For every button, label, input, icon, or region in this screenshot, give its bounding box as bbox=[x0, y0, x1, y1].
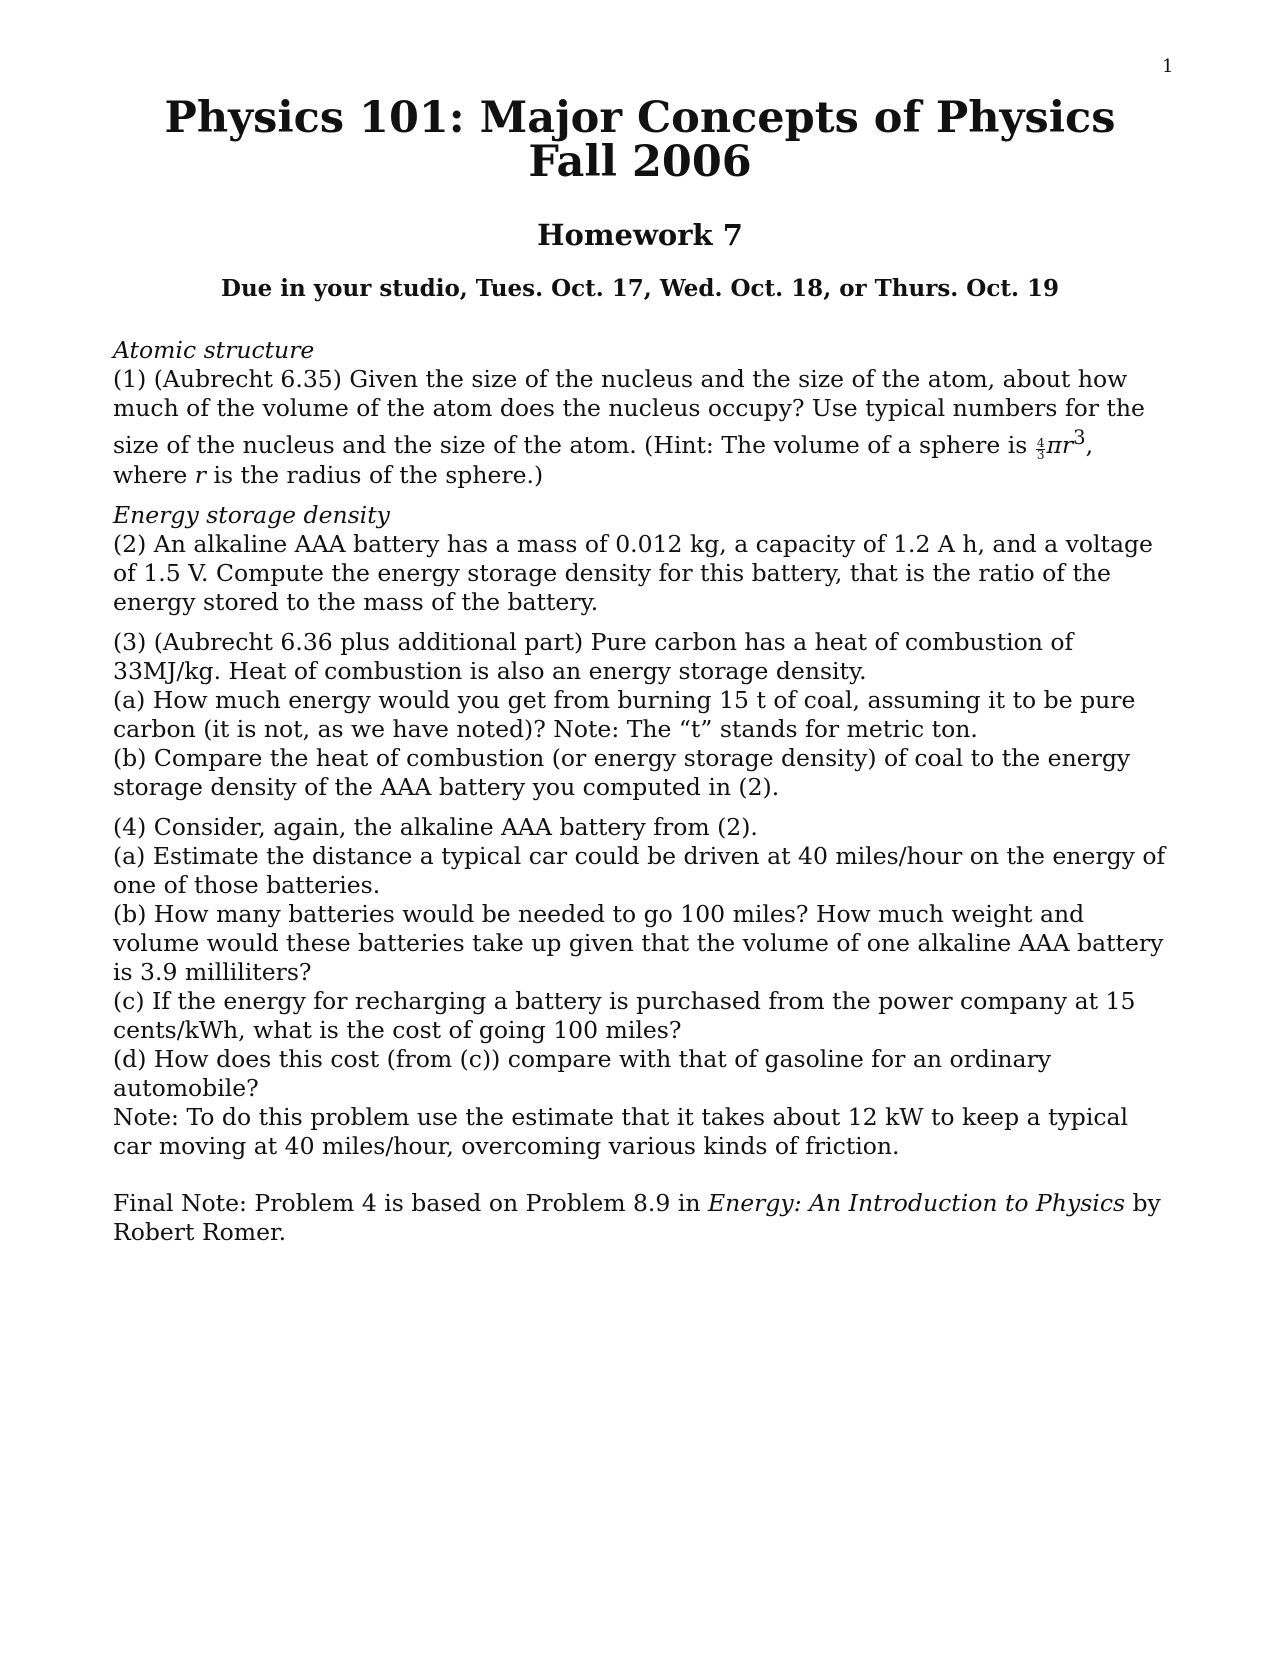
due-date-line: Due in your studio, Tues. Oct. 17, Wed. Oct. 18, or Thurs. Oct. 19 bbox=[221, 275, 1059, 302]
fraction-denominator: 3 bbox=[1036, 447, 1045, 462]
homework-heading: Homework 7 bbox=[537, 218, 743, 252]
term-subtitle: Fall 2006 bbox=[528, 137, 752, 187]
problem-3a: (a) How much energy would you get from burning 15 t of coal, assuming it to be pure carbon (it is not, as we have noted)? Note: The “t” stands for metric ton. bbox=[113, 685, 1136, 743]
problem-1 bbox=[113, 365, 1173, 490]
problem-1-where: , where bbox=[113, 430, 1094, 489]
page-title: Physics 101: Major Concepts of Physics bbox=[164, 93, 1116, 143]
final-note bbox=[113, 1189, 1173, 1247]
problem-4c: (c) If the energy for recharging a battery is purchased from the power company at 15 cents/kWh, what is the cost of going 100 miles? bbox=[113, 986, 1136, 1044]
problem-4b: (b) How many batteries would be needed to go 100 miles? How much weight and volume would these batteries take up given that the volume of one alkaline AAA battery is 3.9 milliliters? bbox=[113, 899, 1164, 986]
fraction-numerator: 4 bbox=[1036, 435, 1045, 450]
formula-exponent: 3 bbox=[1073, 426, 1086, 449]
problem-3b: (b) Compare the heat of combustion (or energy storage density) of coal to the energy storage density of the AAA battery you computed in (2). bbox=[113, 743, 1131, 801]
problem-4d: (d) How does this cost (from (c)) compare with that of gasoline for an ordinary automobile? bbox=[113, 1044, 1052, 1102]
formula-pi-r: πr bbox=[1046, 430, 1074, 459]
section-heading-energy-storage: Energy storage density bbox=[113, 500, 390, 529]
problem-4a: (a) Estimate the distance a typical car could be driven at 40 miles/hour on the energy of one of those batteries. bbox=[113, 841, 1166, 899]
problem-4-note: Note: To do this problem use the estimate that it takes about 12 kW to keep a typical car moving at 40 miles/hour, overcoming various kinds of friction. bbox=[113, 1102, 1129, 1160]
problem-1-end: is the radius of the sphere.) bbox=[206, 460, 544, 489]
problem-4-intro: (4) Consider, again, the alkaline AAA battery from (2). bbox=[113, 812, 758, 841]
book-title: Energy: An Introduction to Physics bbox=[707, 1188, 1126, 1217]
final-note-author: by Robert Romer. bbox=[113, 1188, 1161, 1246]
fraction-four-thirds bbox=[1036, 435, 1046, 462]
variable-r: r bbox=[194, 460, 207, 489]
page-number: 1 bbox=[1162, 56, 1174, 77]
final-note-text: Final Note: Problem 4 is based on Problem 8.9 in bbox=[113, 1188, 708, 1217]
problem-3-intro: (3) (Aubrecht 6.36 plus additional part) Pure carbon has a heat of combustion of 33MJ/kg. Heat of combustion is also an energy storage density. bbox=[113, 627, 1074, 685]
problem-2: (2) An alkaline AAA battery has a mass of 0.012 kg, a capacity of 1.2 A h, and a voltage of 1.5 V. Compute the energy storage density for this battery, that is the ratio of the energy stored to the mass of the battery. bbox=[113, 529, 1153, 616]
section-heading-atomic-structure: Atomic structure bbox=[113, 336, 315, 364]
problem-1-text: (1) (Aubrecht 6.35) Given the size of the nucleus and the size of the atom, about how much of the volume of the atom does the nucleus occupy? Use typical numbers for the size of the nucleus and the size of the atom. (Hint: The volume of a sphere is bbox=[113, 365, 1145, 459]
homework-body bbox=[113, 336, 1173, 1247]
